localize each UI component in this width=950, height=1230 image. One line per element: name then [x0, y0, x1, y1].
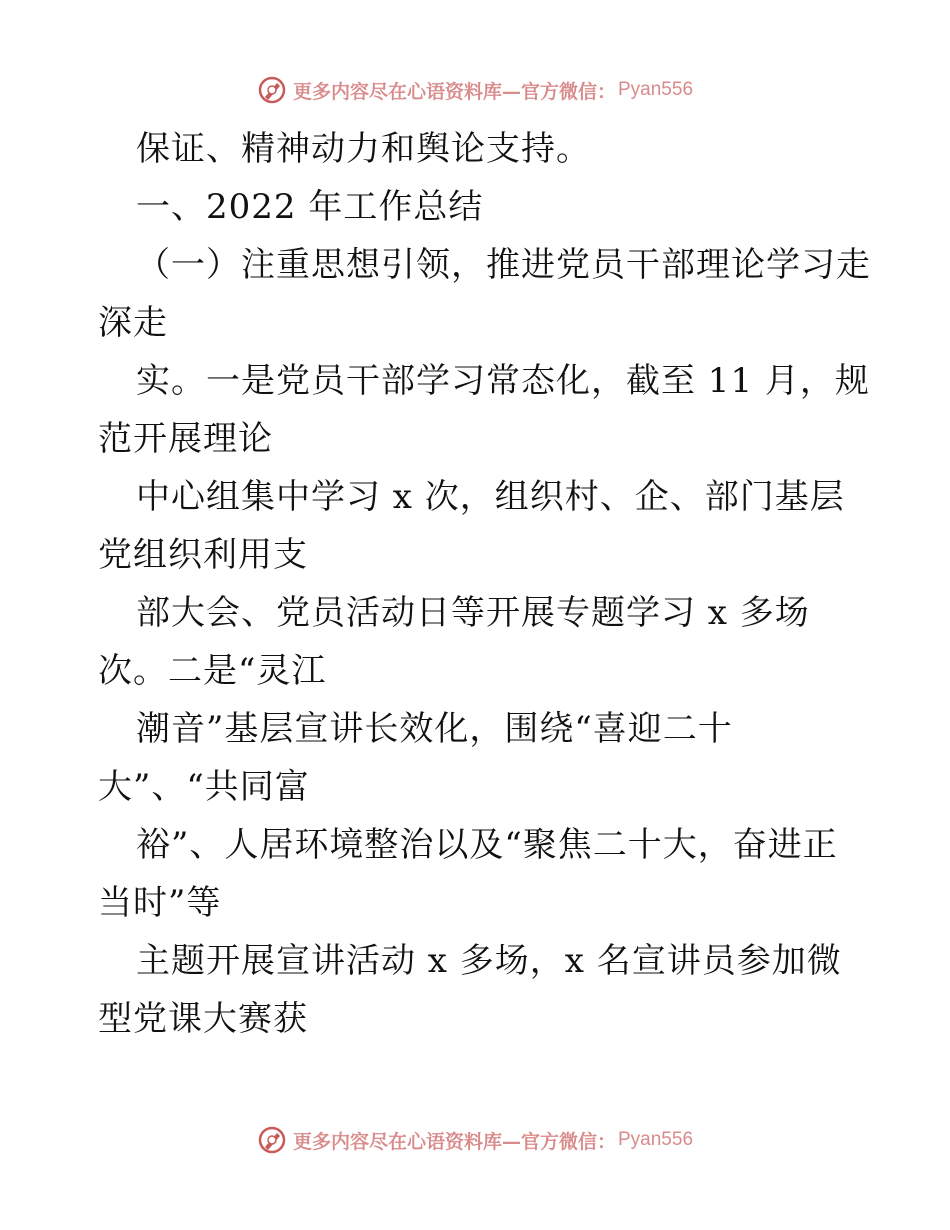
banner-handle: Pyan556	[618, 1129, 694, 1150]
body-line: 实。一是党员干部学习常态化，截至 11 月，规	[136, 361, 870, 401]
body-line: 范开展理论	[98, 419, 273, 459]
body-line: 当时”等	[98, 883, 222, 923]
body-line: 中心组集中学习 x 次，组织村、企、部门基层	[136, 477, 845, 517]
body-line: （一）注重思想引领，推进党员干部理论学习走	[136, 245, 871, 285]
body-line: 主题开展宣讲活动 x 多场，x 名宣讲员参加微	[136, 941, 842, 981]
document-body	[98, 120, 871, 1048]
body-line: 潮音”基层宣讲长效化，围绕“喜迎二十	[136, 709, 733, 749]
body-line: 保证、精神动力和舆论支持。	[136, 129, 591, 169]
body-line: 一、2022 年工作总结	[136, 187, 484, 227]
banner-text: 更多内容尽在心语资料库—官方微信：	[292, 80, 616, 103]
body-line: 部大会、党员活动日等开展专题学习 x 多场	[136, 593, 810, 633]
pen-logo-icon	[257, 75, 287, 105]
body-line: 次。二是“灵江	[98, 651, 327, 691]
banner-text: 更多内容尽在心语资料库—官方微信：	[292, 1130, 616, 1153]
footer-watermark-banner	[0, 1120, 950, 1160]
body-line: 裕”、人居环境整治以及“聚焦二十大，奋进正	[136, 825, 838, 865]
body-line: 党组织利用支	[98, 535, 308, 575]
body-line: 深走	[98, 303, 168, 343]
pen-logo-icon	[257, 1125, 287, 1155]
body-line: 大”、“共同富	[98, 767, 310, 807]
header-watermark-banner	[0, 70, 950, 110]
banner-handle: Pyan556	[618, 79, 694, 100]
body-line: 型党课大赛获	[98, 999, 308, 1039]
